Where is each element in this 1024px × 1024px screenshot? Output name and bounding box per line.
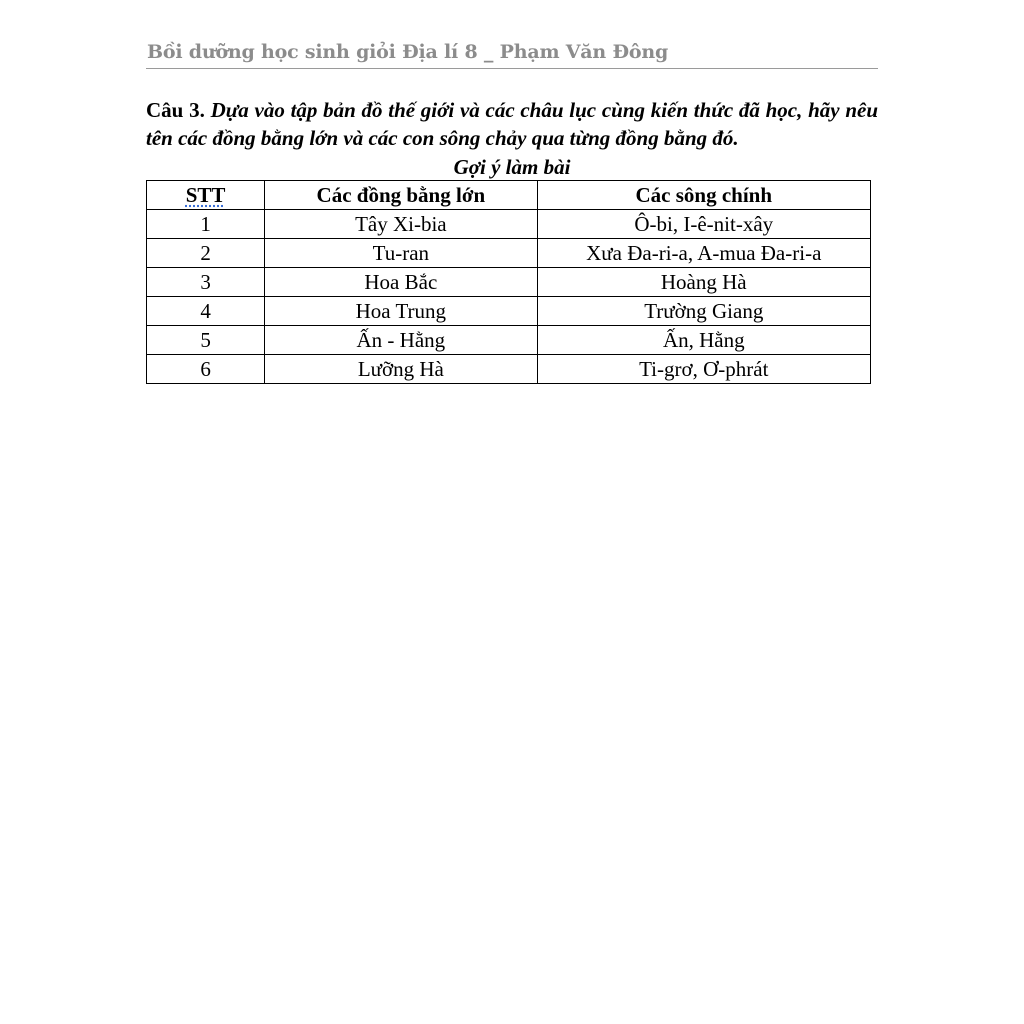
cell-stt: 5 — [147, 326, 265, 355]
table-row — [147, 210, 871, 239]
plains-rivers-table — [146, 180, 871, 384]
table-header-row — [147, 181, 871, 210]
question-label: Câu 3. — [146, 98, 205, 122]
question-body: Dựa vào tập bản đồ thế giới và các châu lục cùng kiến thức đã học, hãy nêu tên các đồng bằng lớn và các con sông chảy qua từng đồng bằng đó. — [146, 98, 878, 150]
cell-stt: 2 — [147, 239, 265, 268]
cell-plain: Hoa Bắc — [265, 268, 537, 297]
cell-plain: Lưỡng Hà — [265, 355, 537, 384]
table-row — [147, 355, 871, 384]
header-text: Bồi dưỡng học sinh giỏi Địa lí 8 _ Phạm Văn Đông — [147, 41, 669, 63]
page-header — [146, 40, 878, 69]
header-plains: Các đồng bằng lớn — [265, 181, 537, 210]
cell-stt: 6 — [147, 355, 265, 384]
cell-river: Trường Giang — [537, 297, 870, 326]
cell-plain: Tây Xi-bia — [265, 210, 537, 239]
cell-river: Ô-bi, I-ê-nit-xây — [537, 210, 870, 239]
cell-stt: 3 — [147, 268, 265, 297]
header-rivers: Các sông chính — [537, 181, 870, 210]
cell-plain: Tu-ran — [265, 239, 537, 268]
cell-river: Ti-grơ, Ơ-phrát — [537, 355, 870, 384]
header-stt: STT — [147, 181, 265, 210]
cell-stt: 4 — [147, 297, 265, 326]
table-row — [147, 326, 871, 355]
table-row — [147, 297, 871, 326]
question-paragraph — [146, 96, 878, 152]
cell-stt: 1 — [147, 210, 265, 239]
cell-river: Hoàng Hà — [537, 268, 870, 297]
table-row — [147, 239, 871, 268]
cell-plain: Ấn - Hằng — [265, 326, 537, 355]
hint-title: Gợi ý làm bài — [453, 155, 571, 179]
table-row — [147, 268, 871, 297]
cell-river: Xưa Đa-ri-a, A-mua Đa-ri-a — [537, 239, 870, 268]
cell-plain: Hoa Trung — [265, 297, 537, 326]
cell-river: Ấn, Hằng — [537, 326, 870, 355]
